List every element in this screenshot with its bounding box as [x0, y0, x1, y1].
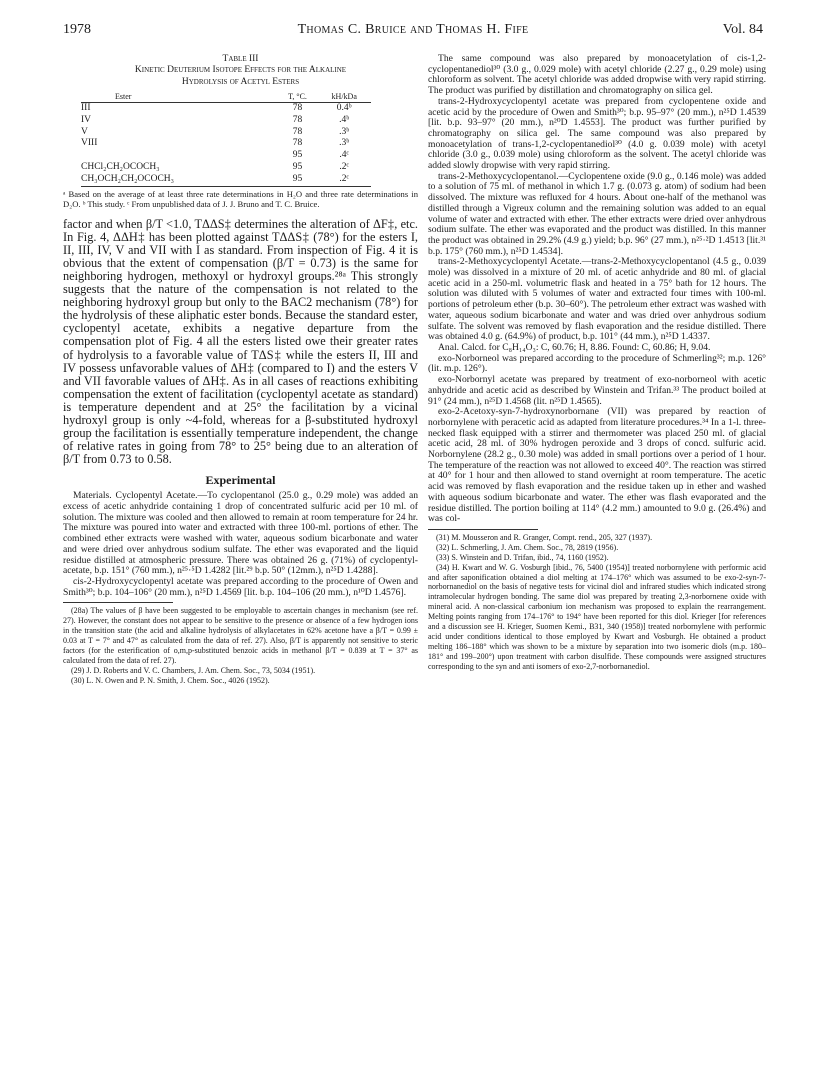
experimental-heading: Experimental	[205, 473, 276, 488]
discussion-paragraph: factor and when β/T <1.0, TΔΔS‡ determines the alteration of ΔF‡, etc. In Fig. 4, ΔΔH‡ has been plotted against TΔΔS‡ (78°) for the esters I, II, III, IV, V and VII with I as standard. From inspection of Fig. 4 it is obvious that the extent of compensation (β/T = 0.73) is the same for neighboring hydrogen, methoxyl or hydroxyl groups.²⁸ᵃ This strongly suggests that the nature of the compensation is not related to the neighboring hydroxyl group but only to the BAC2 mechanism (78°) for the hydrolysis of these aliphatic ester bonds. Because the standard ester, cyclopentyl acetate, exhibits a negative departure from the compensation plot of Fig. 4 all the esters listed owe their greater rates of hydrolysis to a favorable value of TΔS‡ while the esters II, III and IV possess unfavorable values of ΔH‡ (compared to I) and the esters V and VII favorable values of ΔH‡. As in all cases of reactions exhibiting compensation the extent of facilitation (cyclopentyl acetate as standard) is temperature dependent and at 25° the facilitation by a vicinal hydroxyl group is only ~4-fold, whereas for a β-substituted hydroxyl group the facilitation is essentially temperature independent, the change of relative rates in going from 78° to 25° being due to an alteration of β/T from 0.73 to 0.58.	[63, 216, 418, 467]
temperature-cell: 78	[292, 103, 303, 113]
column-header-temperature: T, °C.	[278, 90, 318, 103]
right-column	[428, 54, 766, 672]
isotope-effects-table	[81, 90, 371, 187]
exo-norborneol-paragraph: exo-Norborneol was prepared according to the procedure of Schmerling³²; m.p. 126° (lit. m.p. 126°).	[428, 352, 766, 375]
kh-kd-cell: .3ᵇ	[339, 126, 350, 137]
table-caption	[63, 64, 418, 88]
temperature-cell: 95	[292, 150, 303, 161]
table-iii	[63, 54, 418, 210]
kh-kd-cell: .4ᵇ	[339, 114, 350, 125]
table-row	[81, 127, 371, 139]
footnote-divider	[428, 529, 538, 530]
ester-cell: III	[81, 103, 91, 113]
kh-kd-cell: .4ᶜ	[339, 150, 349, 161]
methoxycyclopentyl-acetate-paragraph: trans-2-Methoxycyclopentyl Acetate.—trans-2-Methoxycyclopentanol (4.5 g., 0.039 mole) was dissolved in a mixture of 20 ml. of acetic anhydride and 80 ml. of glacial acetic acid in a 250-ml. volumetric flask and heated in a 75° bath for 12 hours. The solution was diluted with 5 volumes of water and extracted four times with 100-ml. portions of petroleum ether (b.p. 30–60°). The petroleum ether extract was washed with water, aqueous sodium bicarbonate and water and was dried over anhydrous sodium sulfate. The solvent was removed by flash evaporation and the residue distilled. There was obtained 4.0 g. (64.9%) of product, b.p. 101° (44 mm.), n²⁵D 1.4337.	[428, 256, 766, 343]
table-row	[81, 150, 371, 162]
monoacetylation-paragraph: The same compound was also prepared by monoacetylation of cis-1,2-cyclopentanediol³⁰ (3.0 g., 0.029 mole) with acetyl chloride (2.27 g., 0.29 mole) using chloroform as solvent. The acetyl chloride was added dropwise with very rapid stirring. The product was purified by distillation and chromatography on silica gel.	[428, 53, 766, 97]
table-row	[81, 174, 371, 186]
table-caption-line-2: Hydrolysis of Acetyl Esters	[181, 77, 300, 87]
ester-cell	[81, 150, 278, 162]
footnote-31: (31) M. Mousseron and R. Granger, Compt. rend., 205, 327 (1937).	[436, 532, 653, 542]
table-row	[81, 138, 371, 150]
footnote-33: (33) S. Winstein and D. Trifan, ibid., 74, 1160 (1952).	[436, 552, 609, 562]
ester-cell: CH₃OCH₂CH₂OCOCH₃	[81, 174, 278, 186]
table-footnote: ᵃ Based on the average of at least three rate determinations in H₂O and three rate determinations in D₂O. ᵇ This study. ᶜ From unpublished data of J. J. Bruno and T. C. Bruice.	[63, 188, 418, 210]
left-column	[63, 54, 418, 686]
running-title: Thomas C. Bruice and Thomas H. Fife	[297, 22, 529, 37]
trans-hydroxycyclopentyl-paragraph: trans-2-Hydroxycyclopentyl acetate was prepared from cyclopentene oxide and acetic acid by the procedure of Owen and Smith³⁰; b.p. 95–97° (20 mm.), n²⁵D 1.4539 [lit. b.p. 93–97° (20 mm.), n²⁰D 1.4553]. The product was further purified by chromatography on silica gel. The same compound was also prepared by monoacetylation of trans-1,2-cyclopentanediol³⁰ (4.0 g. 0.039 mole) with acetyl chloride (3.0 g., 0.039 mole) using chloroform as the solvent. The acetyl chloride was added slowly dropwise with very rapid stirring.	[428, 95, 766, 172]
page-header	[63, 22, 763, 42]
footnote-30: (30) L. N. Owen and P. N. Smith, J. Chem. Soc., 4026 (1952).	[71, 675, 270, 685]
table-caption-line-1: Kinetic Deuterium Isotope Effects for the Alkaline	[134, 65, 347, 75]
kh-kd-cell: .3ᵇ	[339, 138, 350, 149]
ester-cell: IV	[81, 114, 92, 125]
temperature-cell: 95	[278, 174, 318, 186]
table-label: Table III	[222, 54, 259, 64]
temperature-cell: 95	[292, 161, 303, 172]
temperature-cell: 78	[292, 114, 303, 125]
page-number: 1978	[63, 22, 91, 37]
ester-cell: V	[81, 126, 88, 137]
column-header-ester: Ester	[81, 90, 278, 103]
temperature-cell: 78	[292, 138, 303, 149]
table-row	[81, 103, 371, 115]
footnote-29: (29) J. D. Roberts and V. C. Chambers, J. Am. Chem. Soc., 73, 5034 (1951).	[71, 665, 316, 675]
table-row	[81, 162, 371, 174]
temperature-cell: 78	[292, 126, 303, 137]
materials-paragraph: Materials. Cyclopentyl Acetate.—To cyclopentanol (25.0 g., 0.29 mole) was added an excess of acetic anhydride containing 1 drop of concentrated sulfuric acid per 10 ml. of solution. The mixture was cooled and then allowed to remain at room temperature for 24 hr. The mixture was poured into water and extracted with three 100-ml. portions of ether. The combined ether extracts were washed with water, aqueous sodium bicarbonate and water and were dried over anhydrous sodium sulfate. The ether was evaporated and the liquid residue distilled at atmospheric pressure. There was obtained 26 g. (71%) of cyclopentyl-acetate, b.p. 151° (760 mm.), n²⁵·⁵D 1.4282 [lit.²⁹ b.p. 50° (12mm.), n²⁵D 1.4288].	[63, 490, 418, 577]
methoxycyclopentanol-paragraph: trans-2-Methoxycyclopentanol.—Cyclopentene oxide (9.0 g., 0.146 mole) was added to a solution of 75 ml. of methanol in which 1.7 g. (0.073 g. atom) of sodium had been dissolved. The mixture was refluxed for 4 hours. About one-half of the methanol was distilled through a Vigreux column and the remaining solution was added to an equal volume of water and extracted with ether. The ether extracts were dried over anhydrous sodium sulfate. The ether was evaporated and the product was distilled. In this manner the product was obtained in 29.2% (4.9 g.) yield; b.p. 96° (27 mm.), n²⁵·²D 1.4513 [lit.³¹ b.p. 175° (760 mm.), n²⁵D 1.4534].	[428, 170, 766, 257]
footnote-divider	[63, 602, 173, 603]
acetoxy-hydroxynorbornane-paragraph: exo-2-Acetoxy-syn-7-hydroxynorbornane (VII) was prepared by reaction of norbornylene with peracetic acid as adapted from literature procedures.³⁴ In a 1-l. three-necked flask equipped with a stirrer and thermometer was placed 250 ml. of glacial acetic acid, 28 ml. of 30% hydrogen peroxide and 3 drops of concd. sulfuric acid. Norbornylene (28.2 g., 0.30 mole) was added in small portions over a period of 1 hour. The temperature of the reaction was not allowed to exceed 40°. The reaction was stirred at 40° for 1 hour and then allowed to stand overnight at room temperature. The acetic acid was removed by flash evaporation and the residue taken up in ether and washed with aqueous sodium bicarbonate and water. The ether was flash evaporated and the residue distilled. The portion boiling at 114° (4.2 mm.) amounted to 9.0 g. (26.4%) and was col-	[428, 406, 766, 525]
kh-kd-cell: .2ᶜ	[317, 174, 371, 186]
volume-label: Vol. 84	[722, 22, 763, 37]
kh-kd-cell: .2ᶜ	[339, 161, 349, 172]
table-header-row	[81, 90, 371, 103]
table-row	[81, 115, 371, 127]
footnote-34: (34) H. Kwart and W. G. Vosburgh [ibid., 76, 5400 (1954)] treated norbornylene with performic acid and after saponification obtained a diol melting at 174–176° which was assumed to be exo-2-syn-7-norbornanediol on the basis of negative tests for vicinal diol and infrared studies which indicated strong intramolecular hydrogen bonding. The same diol was prepared by treating 2,3-norbornene oxide with mineral acid. A non-classical carbonium ion mechanism was proposed to explain the rearrangement. Melting points ranging from 174–176° to 194° have been reported for this diol. Krieger [for references and a discussion see H. Krieger, Suomen Kemi., B31, 340 (1958)] treated norbornylene with performic acid under conditions identical to those employed by Kwart and Vosburgh. He obtained a product melting 186–188° which was shown to be a mixture by separation into two isomeric diols (m.p. 180–181° and 199–200°) upon treatment with carbon disulfide. These compounds were assigned structures corresponding to the syn and anti isomers of exo-2,7-norbornanediol.	[428, 562, 766, 671]
column-header-kh-kd: kH/kDa	[317, 90, 371, 103]
footnote-32: (32) L. Schmerling, J. Am. Chem. Soc., 78, 2819 (1956).	[436, 542, 619, 552]
footnote-28a: (28a) The values of β have been suggested to be employable to ascertain changes in mechanism (see ref. 27). However, the constant does not appear to be sensitive to the presence or absence of a few hydrogen ions in the transition state (the acid and alkaline hydrolysis of alkylacetates in 62% acetone have a β/T = 0.99 ± 0.03 at T = 7° and 47° as calculated from the data of ref. 27). Also, β/T is apparently not sensitive to steric factors (for the esterification of o,m,p-substituted benzoic acids in methanol β/T = 0.839 at T = 37° as calculated from the data of ref. 27).	[63, 606, 418, 665]
exo-norbornyl-acetate-paragraph: exo-Norbornyl acetate was prepared by treatment of exo-norborneol with acetic anhydride and acetic acid as described by Winstein and Trifan.³³ The product boiled at 91° (24 mm.), n²⁵D 1.4568 (lit. n²⁵D 1.4565).	[428, 374, 766, 407]
kh-kd-cell: 0.4ᵇ	[336, 103, 352, 113]
cis-hydroxycyclopentyl-paragraph: cis-2-Hydroxycyclopentyl acetate was prepared according to the procedure of Owen and Smith³⁰; b.p. 104–106° (20 mm.), n²⁵D 1.4569 [lit. b.p. 104–106 (20 mm.), n¹⁰D 1.4576].	[63, 575, 418, 598]
ester-cell: VIII	[81, 138, 98, 149]
analysis-paragraph: Anal. Calcd. for C₈H₁₄O₃: C, 60.76; H, 8.86. Found: C, 60.86; H, 9.04.	[438, 341, 711, 353]
ester-cell: CHCl₂CH₂OCOCH₃	[81, 161, 160, 172]
